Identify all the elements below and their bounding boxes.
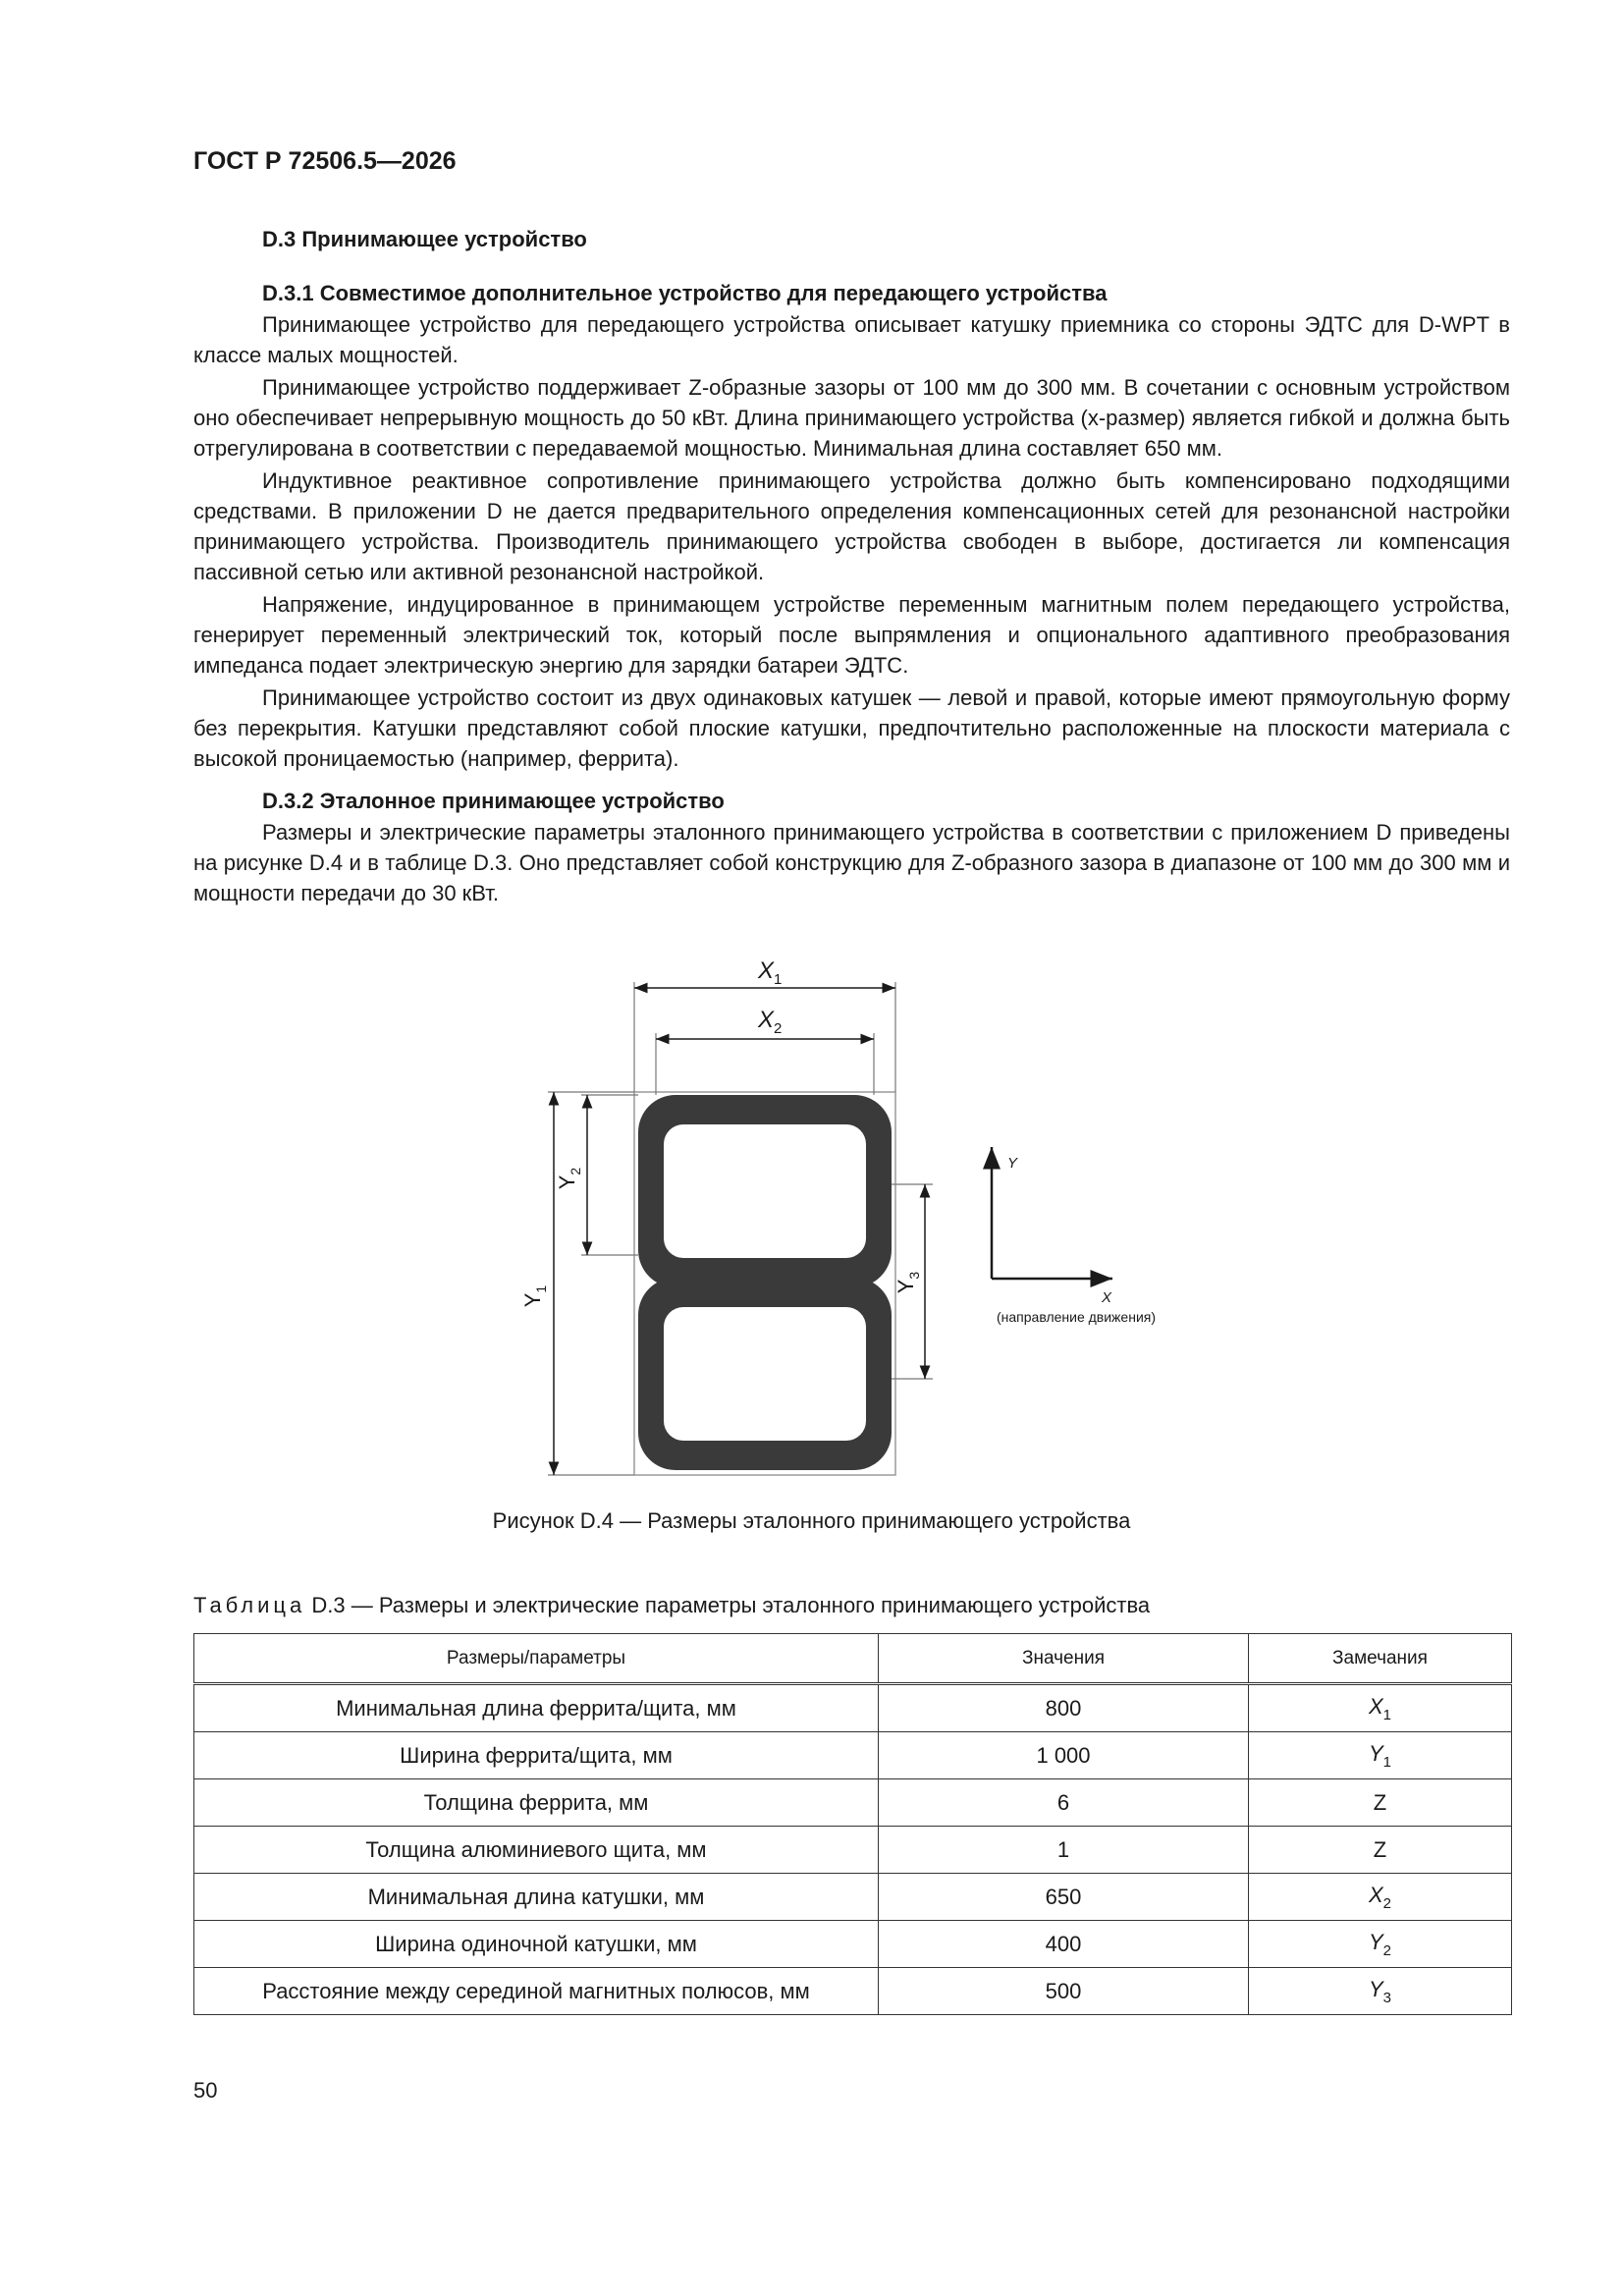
value-cell: 800 xyxy=(879,1684,1249,1732)
y3-label: $Y_3$ xyxy=(893,1271,922,1294)
value-cell: 1 xyxy=(879,1827,1249,1874)
note-cell: $Y_2$ xyxy=(1249,1921,1512,1968)
section-body xyxy=(193,224,1510,908)
x2-label: $X_2$ xyxy=(758,1007,783,1037)
param-cell: Толщина алюминиевого щита, мм xyxy=(194,1827,879,1874)
param-cell: Минимальная длина катушки, мм xyxy=(194,1874,879,1921)
document-code: ГОСТ Р 72506.5—2026 xyxy=(193,147,457,175)
page-number: 50 xyxy=(193,2078,218,2103)
y2-label: $Y_2$ xyxy=(555,1167,583,1190)
param-cell: Ширина одиночной катушки, мм xyxy=(194,1921,879,1968)
value-cell: 1 000 xyxy=(879,1732,1249,1779)
paragraph: Принимающее устройство поддерживает Z-образные зазоры от 100 мм до 300 мм. В сочетании с основным устройством оно обеспечивает непрерывную мощность до 50 кВт. Длина принимающего устройства (x-размер) является гибкой и должна быть отрегулирована в соответствии с передаваемой мощностью. Минимальная длина составляет 650 мм. xyxy=(193,375,1510,461)
header-values: Значения xyxy=(879,1634,1249,1684)
receiver-dimensions-figure xyxy=(501,943,1208,1493)
value-cell: 500 xyxy=(879,1968,1249,2015)
note-cell: Z xyxy=(1249,1779,1512,1827)
value-cell: 6 xyxy=(879,1779,1249,1827)
param-cell: Минимальная длина феррита/щита, мм xyxy=(194,1684,879,1732)
value-cell: 650 xyxy=(879,1874,1249,1921)
y1-label: $Y_1$ xyxy=(520,1285,549,1308)
table-row xyxy=(194,1921,1512,1968)
motion-direction-note: (направление движения) xyxy=(997,1309,1157,1325)
param-cell: Ширина феррита/щита, мм xyxy=(194,1732,879,1779)
table-row xyxy=(194,1827,1512,1874)
subsection-title: D.3.1 Совместимое дополнительное устройство для передающего устройства xyxy=(262,281,1108,305)
subsection-title: D.3.2 Эталонное принимающее устройство xyxy=(262,789,725,813)
coil-bottom xyxy=(638,1278,892,1470)
axis-x-label: X xyxy=(1102,1289,1112,1306)
note-cell: $X_2$ xyxy=(1249,1874,1512,1921)
table-header-row xyxy=(194,1634,1512,1684)
note-cell: Z xyxy=(1249,1827,1512,1874)
paragraph: Индуктивное реактивное сопротивление принимающего устройства должно быть компенсировано подходящими средствами. В приложении D не дается предварительного определения компенсационных сетей для резонансной настройки принимающего устройства. Производитель принимающего устройства свободен в выборе, достигается ли компенсация пассивной сетью или активной резонансной настройкой. xyxy=(193,468,1510,584)
value-cell: 400 xyxy=(879,1921,1249,1968)
paragraph: Принимающее устройство для передающего устройства описывает катушку приемника со стороны ЭДТС для D-WPT в классе малых мощностей. xyxy=(193,312,1510,367)
param-cell: Расстояние между серединой магнитных полюсов, мм xyxy=(194,1968,879,2015)
header-notes: Замечания xyxy=(1249,1634,1512,1684)
x1-label: $X_1$ xyxy=(758,957,783,988)
paragraph: Напряжение, индуцированное в принимающем устройстве переменным магнитным полем передающего устройства, генерирует переменный электрический ток, который после выпрямления и опционального адаптивного преобразования импеданса подает электрическую энергию для зарядки батареи ЭДТС. xyxy=(193,592,1510,678)
parameters-table xyxy=(193,1633,1512,2015)
table-caption xyxy=(193,1593,1150,1618)
param-cell: Толщина феррита, мм xyxy=(194,1779,879,1827)
table-row xyxy=(194,1684,1512,1732)
note-cell: $Y_1$ xyxy=(1249,1732,1512,1779)
table-caption-text: D.3 — Размеры и электрические параметры эталонного принимающего устройства xyxy=(311,1593,1151,1617)
receiver-dimensions-diagram xyxy=(501,943,1208,1493)
paragraph: Размеры и электрические параметры эталонного принимающего устройства в соответствии с приложением D приведены на рисунке D.4 и в таблице D.3. Оно представляет собой конструкцию для Z-образного зазора в диапазоне от 100 мм до 300 мм и мощности передачи до 30 кВт. xyxy=(193,820,1510,905)
table-row xyxy=(194,1874,1512,1921)
header-params: Размеры/параметры xyxy=(194,1634,879,1684)
note-cell: $Y_3$ xyxy=(1249,1968,1512,2015)
figure-caption: Рисунок D.4 — Размеры эталонного принимающего устройства xyxy=(492,1508,1131,1533)
section-title: D.3 Принимающее устройство xyxy=(262,227,587,251)
paragraph: Принимающее устройство состоит из двух одинаковых катушек — левой и правой, которые имеют прямоугольную форму без перекрытия. Катушки представляют собой плоские катушки, предпочтительно расположенные на плоскости материала с высокой проницаемостью (например, феррита). xyxy=(193,685,1510,771)
coil-top xyxy=(638,1095,892,1287)
table-row xyxy=(194,1968,1512,2015)
table-row xyxy=(194,1779,1512,1827)
table-caption-label: Таблица xyxy=(193,1593,306,1617)
table-row xyxy=(194,1732,1512,1779)
note-cell: $X_1$ xyxy=(1249,1684,1512,1732)
axis-y-label: Y xyxy=(1007,1155,1018,1172)
